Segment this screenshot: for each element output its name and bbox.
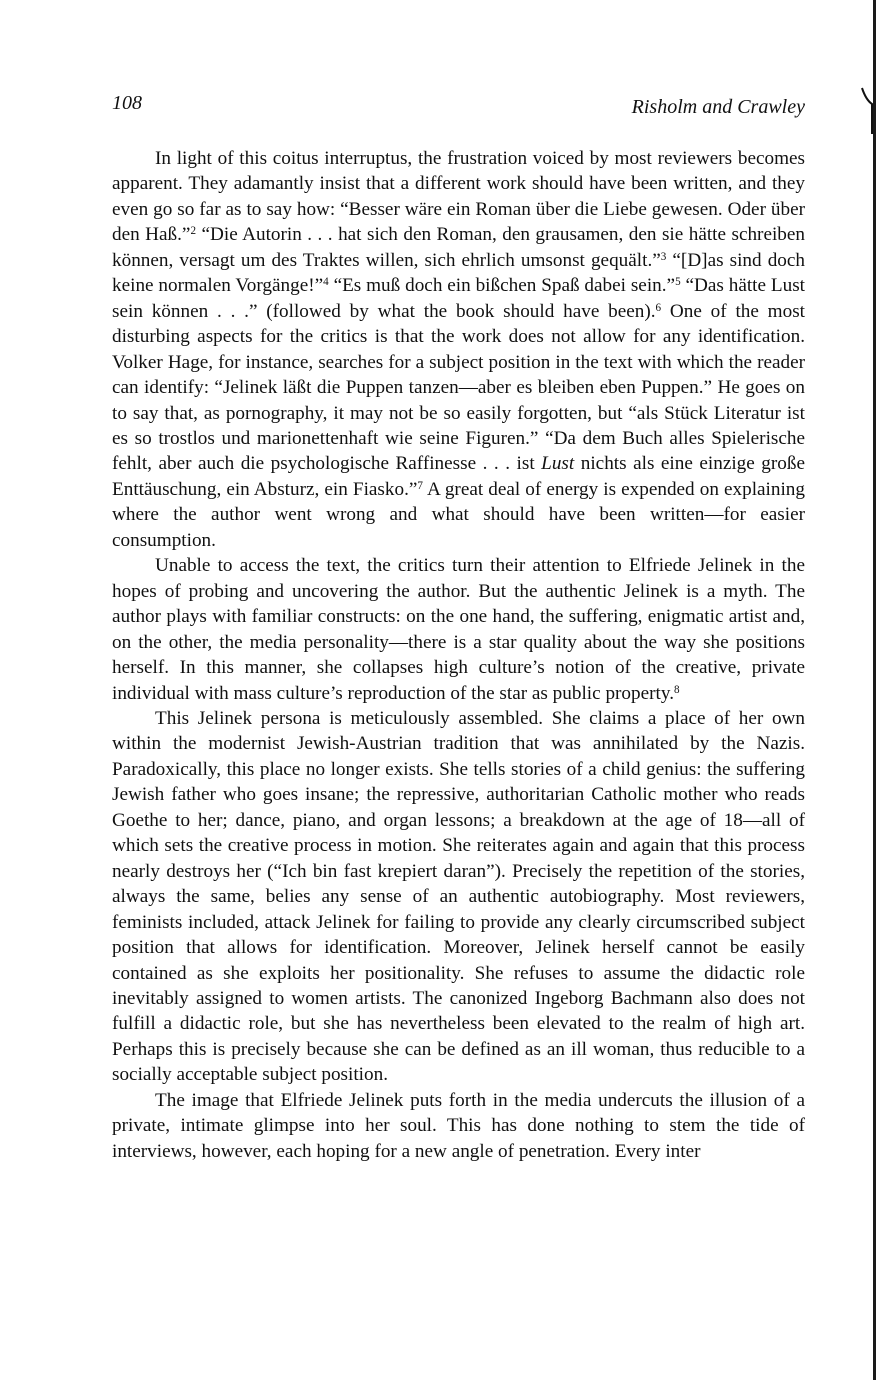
footnote-ref: 8	[674, 683, 680, 696]
text-run: This Jelinek persona is meticulously assembled. She claims a place of her own within the modernist Jewish-Austrian tradition that was annihilated by the Nazis. Paradoxically, this place no longer exists. She tells stories of a child genius: the suffering Jewish father who goes insane; the repressive, authoritarian Catholic mother who reads Goethe to her; dance, piano, and organ lessons; a breakdown at the age of 18—all of which sets the creative process in motion. She reiterates again and again that this process nearly destroys her (“Ich bin fast krepiert daran”). Precisely the repetition of the stories, always the same, belies any sense of an authentic autobiography. Most reviewers, feminists included, attack Jelinek for failing to provide any clearly circumscribed subject position that allows for identification. Moreover, Jelinek herself cannot be easily contained as she exploits her positionality. She refuses to assume the didactic role inevitably assigned to women artists. The canonized Ingeborg Bachmann also does not fulfill a didactic role, but she has nevertheless been elevated to the realm of high art. Perhaps this is precisely because she can be defined as an ill woman, thus reducible to a socially acceptable subject position.	[112, 707, 805, 1086]
page-number: 108	[112, 92, 142, 114]
footnote-ref: 2	[190, 225, 197, 238]
footnote-ref: 4	[323, 276, 329, 289]
footnote-ref: 7	[417, 479, 423, 492]
footnote-ref: 5	[675, 276, 681, 289]
running-title: Risholm and Crawley	[631, 96, 805, 118]
text-run: nichts als eine einzige große Enttäuschung, ein Absturz, ein Fiasko.”	[112, 453, 805, 500]
paragraph	[112, 553, 805, 706]
body-text	[112, 146, 805, 1164]
paragraph	[112, 1088, 805, 1164]
footnote-ref: 3	[660, 250, 667, 263]
text-run: “[D]as sind doch keine normalen Vorgänge!”	[112, 249, 806, 297]
text-run: The image that Elfriede Jelinek puts forth in the media undercuts the illusion of a private, intimate glimpse into her soul. This has done nothing to stem the tide of interviews, however, each hoping for a new angle of penetration. Every inter	[112, 1089, 805, 1162]
paragraph	[112, 146, 805, 553]
text-run: Unable to access the text, the critics turn their attention to Elfriede Jelinek in the hopes of probing and uncovering the author. But the authentic Jelinek is a myth. The author plays with familiar constructs: on the one hand, the suffering, enigmatic artist and, on the other, the media personality—there is a star quality about the way she positions herself. In this manner, she collapses high culture’s notion of the creative, private individual with mass culture’s reproduction of the star as public property.	[112, 555, 805, 704]
running-head	[112, 92, 805, 122]
text-run: One of the most disturbing aspects for the critics is that the work does not allow for any identification. Volker Hage, for instance, searches for a subject position in the text with which the reader can identify: “Jelinek läßt die Puppen tanzen—aber es bleiben eben Puppen.” He goes on to say that, as pornography, it may not be so easily forgotten, but “als Stück Literatur ist es so trostlos und marionettenhaft wie seine Figuren.” “Da dem Buch alles Spielerische fehlt, aber auch die psychologische Raffinesse . . . ist	[112, 300, 805, 475]
paragraph	[112, 706, 805, 1088]
italic-title: Lust	[541, 453, 575, 475]
footnote-ref: 6	[655, 301, 662, 314]
text-run: A great deal of energy is expended on explaining where the author went wrong and what should have been written—for easier consumption.	[112, 478, 805, 551]
text-run: “Die Autorin . . . hat sich den Roman, den grausamen, den sie hätte schreiben können, versagt um des Traktes willen, sich ehrlich umsonst gequält.”	[112, 224, 805, 271]
text-run: In light of this coitus interruptus, the frustration voiced by most reviewers becomes apparent. They adamantly insist that a different work should have been written, and they even go so far as to say how: “Besser wäre ein Roman über die Liebe gewesen. Oder über den Haß.”	[112, 148, 805, 246]
scan-artifact-mark	[860, 86, 874, 136]
text-run: “Das hätte Lust sein können . . .” (followed by what the book should have been).	[112, 275, 805, 322]
text-run: “Es muß doch ein bißchen Spaß dabei sein.”	[328, 275, 676, 297]
